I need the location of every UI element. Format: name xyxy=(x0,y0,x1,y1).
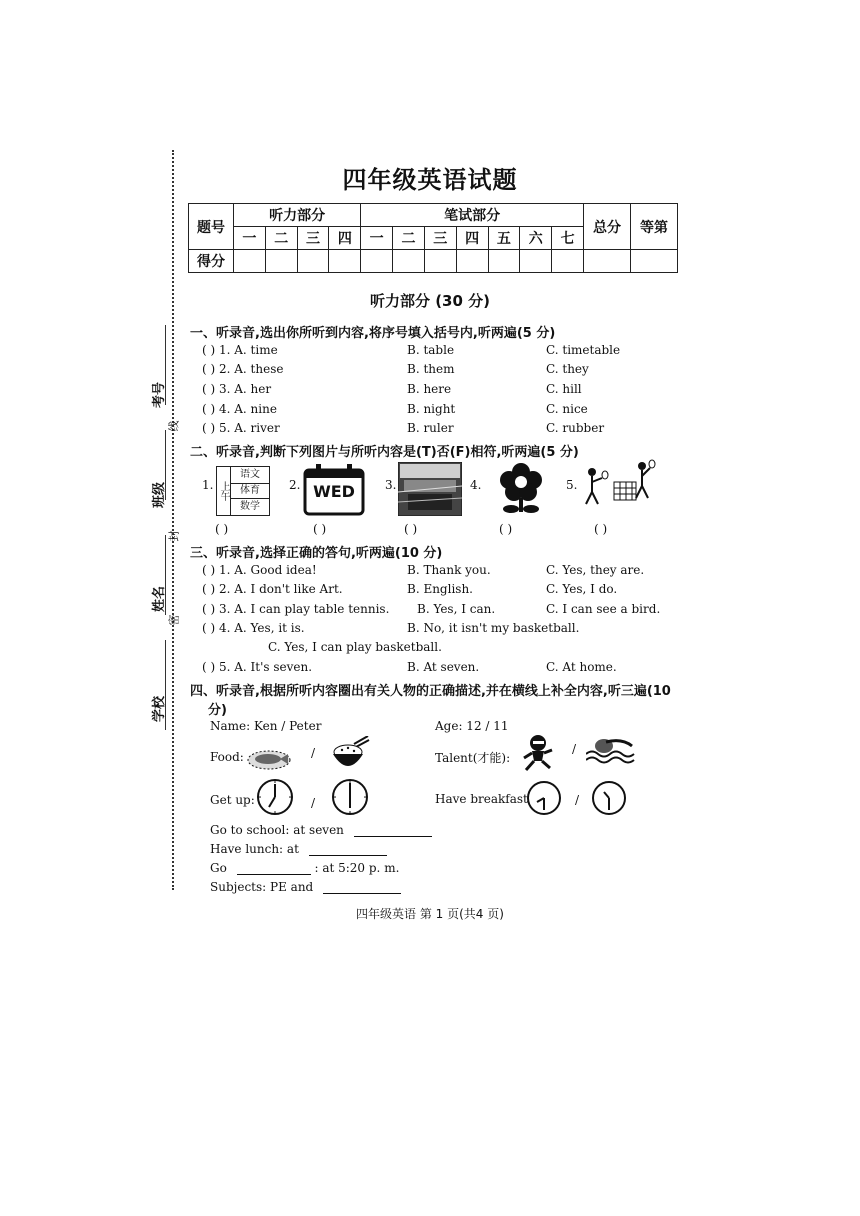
score-cell[interactable] xyxy=(329,250,361,273)
grade-label: 等第 xyxy=(631,204,678,250)
s3-q4-a: ( ) 4. A. Yes, it is. xyxy=(202,621,305,635)
seal-feng: 封 xyxy=(167,530,181,542)
col-header: 六 xyxy=(520,227,552,250)
s3-q4-c: C. Yes, I can play basketball. xyxy=(268,640,442,654)
get-up-label: Get up: xyxy=(210,793,255,807)
section3-title: 三、听录音,选择正确的答句,听两遍(10 分) xyxy=(190,546,443,561)
col-header: 二 xyxy=(393,227,425,250)
score-cell[interactable] xyxy=(520,250,552,273)
s1-q4-b: B. night xyxy=(407,402,456,416)
age-choice: Age: 12 / 11 xyxy=(435,719,509,733)
s1-q2-a: ( ) 2. A. these xyxy=(202,362,284,376)
score-cell[interactable] xyxy=(456,250,488,273)
section2-title: 二、听录音,判断下列图片与所听内容是(T)否(F)相符,听两遍(5 分) xyxy=(190,445,579,460)
lunch-label: Have lunch: at xyxy=(210,842,299,856)
class-label: 班级 xyxy=(152,481,167,508)
score-cell[interactable] xyxy=(631,250,678,273)
clock-icon[interactable] xyxy=(256,778,294,816)
s1-q1-b: B. table xyxy=(407,343,455,357)
score-cell[interactable] xyxy=(488,250,520,273)
go-home-line xyxy=(210,861,399,875)
pic4-num: 4. xyxy=(470,478,482,492)
pic1-subject: 数学 xyxy=(240,501,260,512)
fish-dish-icon[interactable] xyxy=(246,744,292,772)
col-header: 三 xyxy=(424,227,456,250)
col-header: 一 xyxy=(234,227,266,250)
pic1-timetable xyxy=(216,466,270,516)
s1-q1-a: ( ) 1. A. time xyxy=(202,343,278,357)
col-header: 一 xyxy=(361,227,393,250)
col-header: 四 xyxy=(329,227,361,250)
col-header: 五 xyxy=(488,227,520,250)
binding-dotted-line xyxy=(172,150,174,890)
talent-label: Talent(才能): xyxy=(435,751,511,765)
clock-icon[interactable] xyxy=(591,780,627,816)
page-title: 四年级英语试题 xyxy=(342,166,518,194)
clock-icon[interactable] xyxy=(331,778,369,816)
score-cell[interactable] xyxy=(393,250,425,273)
pic3-photo xyxy=(398,462,462,516)
s1-q5-a: ( ) 5. A. river xyxy=(202,421,280,435)
pic2-num: 2. xyxy=(289,478,301,492)
name-label: 姓名 xyxy=(152,585,167,612)
score-cell[interactable] xyxy=(361,250,393,273)
total-label: 总分 xyxy=(584,204,631,250)
s3-q2-b: B. English. xyxy=(407,582,473,596)
s1-q3-a: ( ) 3. A. her xyxy=(202,382,272,396)
score-cell[interactable] xyxy=(297,250,329,273)
go-school-label: Go to school: at seven xyxy=(210,823,344,837)
pic2-calendar xyxy=(302,462,366,516)
s3-q4-b: B. No, it isn't my basketball. xyxy=(407,621,580,635)
s1-q3-c: C. hill xyxy=(546,382,582,396)
lunch-blank[interactable] xyxy=(309,843,387,856)
section4-title-cont: 分) xyxy=(208,703,227,718)
score-cell[interactable] xyxy=(552,250,584,273)
tennis-icon xyxy=(580,458,658,514)
score-row-label: 得分 xyxy=(189,250,234,273)
name-choice: Name: Ken / Peter xyxy=(210,719,322,733)
s3-q5-b: B. At seven. xyxy=(407,660,480,674)
go-blank[interactable] xyxy=(237,862,311,875)
running-kid-icon[interactable] xyxy=(520,734,556,772)
s1-q4-a: ( ) 4. A. nine xyxy=(202,402,277,416)
s3-q2-c: C. Yes, I do. xyxy=(546,582,618,596)
s3-q5-c: C. At home. xyxy=(546,660,617,674)
pic3-answer[interactable]: ( ) xyxy=(404,522,418,536)
section4-title: 四、听录音,根据所听内容圈出有关人物的正确描述,并在横线上补全内容,听三遍(10 xyxy=(190,684,671,699)
s3-q2-a: ( ) 2. A. I don't like Art. xyxy=(202,582,343,596)
s1-q5-b: B. ruler xyxy=(407,421,454,435)
s3-q1-c: C. Yes, they are. xyxy=(546,563,645,577)
swimming-icon[interactable] xyxy=(586,736,636,766)
pic1-subject: 语文 xyxy=(231,467,269,484)
score-table xyxy=(188,203,678,273)
slash: / xyxy=(575,793,580,807)
lunch-line xyxy=(210,842,387,856)
rice-bowl-icon[interactable] xyxy=(330,736,370,774)
pic2-day: WED xyxy=(313,482,355,501)
section1-title: 一、听录音,选出你所听到内容,将序号填入括号内,听两遍(5 分) xyxy=(190,326,556,341)
listening-heading: 听力部分 (30 分) xyxy=(369,292,491,310)
s1-q2-c: C. they xyxy=(546,362,589,376)
pic1-morning: 上午 xyxy=(217,467,231,515)
seal-xian: 线 xyxy=(167,420,181,432)
s1-q5-c: C. rubber xyxy=(546,421,605,435)
seal-mi: 密 xyxy=(167,614,181,626)
pic1-num: 1. xyxy=(202,478,214,492)
clock-icon[interactable] xyxy=(526,780,562,816)
s3-q3-a: ( ) 3. A. I can play table tennis. xyxy=(202,602,390,616)
subjects-blank[interactable] xyxy=(323,881,401,894)
col-header: 四 xyxy=(456,227,488,250)
slash: / xyxy=(311,796,316,810)
page-footer: 四年级英语 第 1 页(共4 页) xyxy=(356,907,504,921)
flower-icon xyxy=(494,460,548,518)
header-label: 题号 xyxy=(189,204,234,250)
subjects-line xyxy=(210,880,401,894)
group-write: 笔试部分 xyxy=(361,204,584,227)
s3-q3-b: B. Yes, I can. xyxy=(417,602,496,616)
s3-q3-c: C. I can see a bird. xyxy=(546,602,661,616)
pic5-num: 5. xyxy=(566,478,578,492)
school-label: 学校 xyxy=(152,695,167,722)
s1-q4-c: C. nice xyxy=(546,402,588,416)
breakfast-label: Have breakfast xyxy=(435,792,528,806)
pic4-answer[interactable]: ( ) xyxy=(499,522,513,536)
pic2-answer[interactable]: ( ) xyxy=(313,522,327,536)
exam-no-label: 考号 xyxy=(152,381,167,408)
food-label: Food: xyxy=(210,750,244,764)
col-header: 二 xyxy=(265,227,297,250)
s1-q3-b: B. here xyxy=(407,382,452,396)
slash: / xyxy=(311,746,316,760)
go-school-line xyxy=(210,823,432,837)
slash: / xyxy=(572,742,577,756)
s1-q1-c: C. timetable xyxy=(546,343,621,357)
go-label: Go xyxy=(210,861,227,875)
s1-q2-b: B. them xyxy=(407,362,455,376)
s3-q1-b: B. Thank you. xyxy=(407,563,491,577)
score-cell[interactable] xyxy=(584,250,631,273)
pic5-answer[interactable]: ( ) xyxy=(594,522,608,536)
pic1-answer[interactable]: ( ) xyxy=(215,522,229,536)
col-header: 三 xyxy=(297,227,329,250)
pic3-num: 3. xyxy=(385,478,397,492)
pic1-subject: 体育 xyxy=(231,483,269,499)
s3-q5-a: ( ) 5. A. It's seven. xyxy=(202,660,313,674)
col-header: 七 xyxy=(552,227,584,250)
score-cell[interactable] xyxy=(265,250,297,273)
go-school-blank[interactable] xyxy=(354,824,432,837)
subjects-label: Subjects: PE and xyxy=(210,880,314,894)
go-time: : at 5:20 p. m. xyxy=(314,861,400,875)
group-listen: 听力部分 xyxy=(234,204,361,227)
score-cell[interactable] xyxy=(424,250,456,273)
s3-q1-a: ( ) 1. A. Good idea! xyxy=(202,563,317,577)
score-cell[interactable] xyxy=(234,250,266,273)
